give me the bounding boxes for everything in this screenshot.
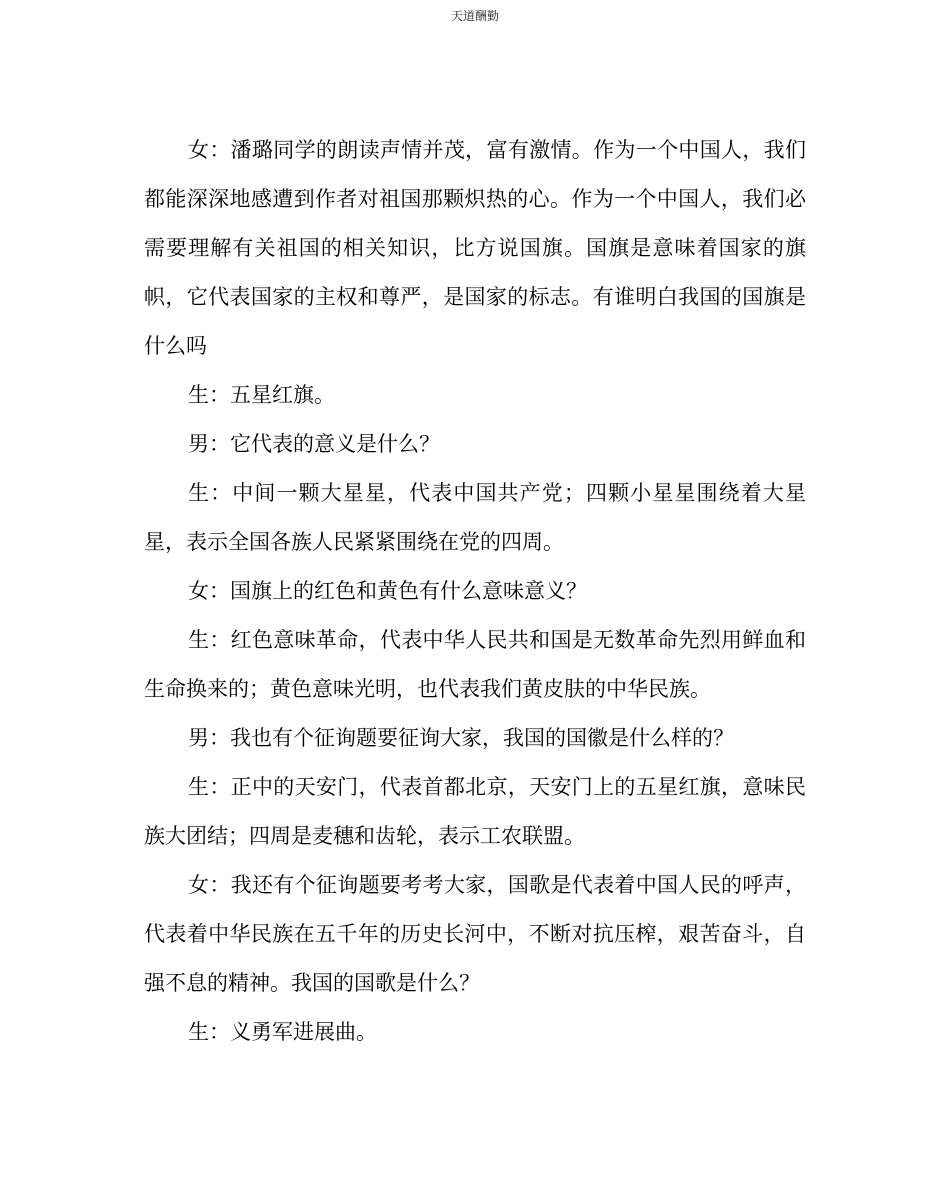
page-header: 天道酬勤 (450, 9, 499, 23)
paragraph: 女：国旗上的红色和黄色有什么意味意义？ (188, 579, 587, 603)
paragraph: 生：义勇军进展曲。 (188, 1020, 377, 1044)
paragraph: 女：我还有个征询题要考考大家，国歌是代表着中国人民的呼声，代表着中华民族在五千年的历史长河中，不断对抗压榨，艰苦奋斗，自强不息的精神。我国的国歌是什么？ (144, 873, 806, 995)
paragraph: 男：它代表的意义是什么？ (188, 432, 440, 456)
paragraph: 女：潘璐同学的朗读声情并茂，富有激情。作为一个中国人，我们都能深深地感遭到作者对祖国那颗炽热的心。作为一个中国人，我们必需要理解有关祖国的相关知识，比方说国旗。国旗是意味着国家的旗帜，它代表国家的主权和尊严，是国家的标志。有谁明白我国的国旗是什么吗 (144, 138, 806, 358)
paragraph: 生：五星红旗。 (188, 383, 335, 407)
paragraph: 生：红色意味革命，代表中华人民共和国是无数革命先烈用鲜血和生命换来的；黄色意味光明，也代表我们黄皮肤的中华民族。 (144, 628, 806, 701)
paragraph: 生：正中的天安门，代表首都北京，天安门上的五星红旗，意味民族大团结；四周是麦穗和齿轮，表示工农联盟。 (144, 775, 806, 848)
paragraph: 生：中间一颗大星星，代表中国共产党；四颗小星星围绕着大星星，表示全国各族人民紧紧围绕在党的四周。 (144, 481, 806, 554)
document-body (144, 126, 806, 1057)
paragraph: 男：我也有个征询题要征询大家，我国的国徽是什么样的？ (188, 726, 734, 750)
